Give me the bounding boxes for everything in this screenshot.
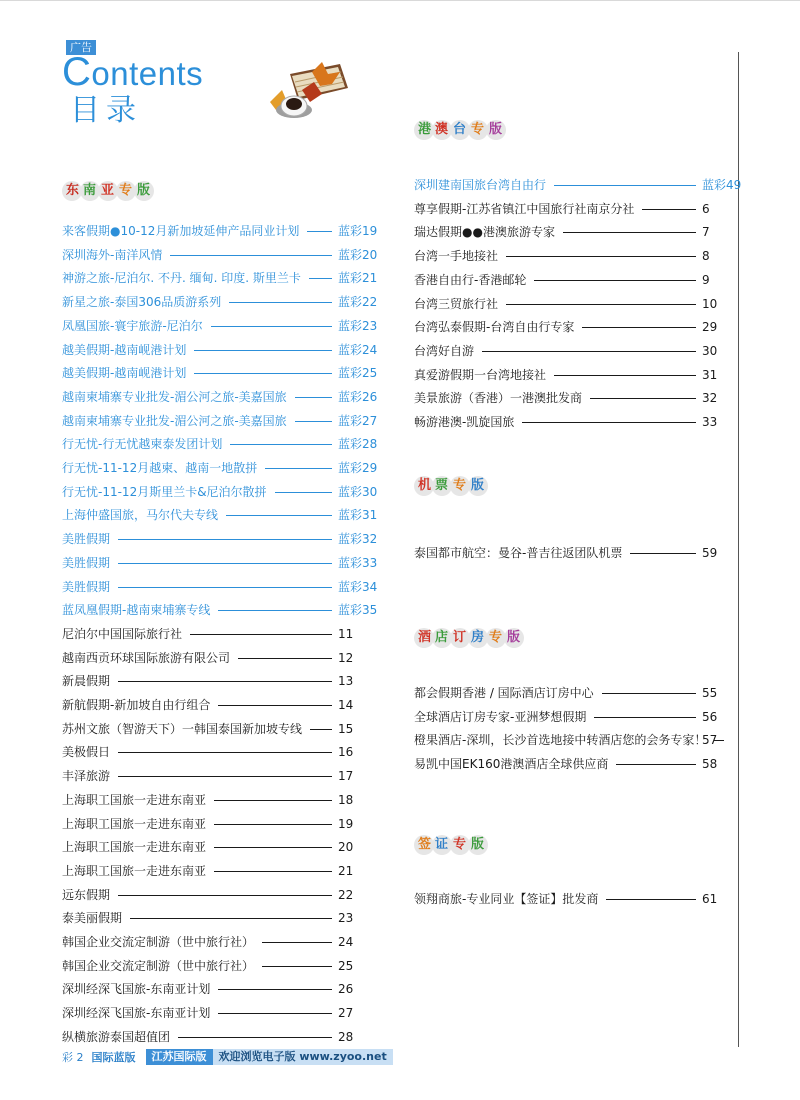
section-title-hotel-booking — [414, 624, 530, 652]
toc-entry-page: 蓝彩29 — [338, 461, 378, 475]
toc-entry-title: 台湾三贸旅行社 — [414, 296, 499, 311]
toc-entry[interactable] — [62, 980, 382, 998]
toc-leader-line — [262, 966, 332, 967]
toc-entry-title: 越南柬埔寨专业批发-湄公河之旅-美嘉国旅 — [62, 389, 287, 404]
toc-entry-page: 蓝彩23 — [338, 318, 378, 333]
toc-leader-line — [262, 942, 332, 943]
toc-entry-page: 18 — [338, 792, 354, 807]
toc-entry-title: 台湾一手地接社 — [414, 249, 499, 264]
toc-entry-title: 新星之旅-泰国306品质游系列 — [62, 295, 222, 310]
toc-entry-title: 韩国企业交流定制游（世中旅行社） — [62, 935, 255, 949]
toc-entry-page: 8 — [702, 249, 710, 264]
toc-entry-page: 蓝彩26 — [338, 389, 378, 404]
footer-edition: 江苏国际版 — [146, 1049, 213, 1065]
toc-entry-page: 6 — [702, 201, 710, 216]
toc-entry-page: 13 — [338, 674, 354, 689]
toc-entry-title: 深圳海外-南洋风情 — [62, 247, 163, 262]
toc-entry[interactable] — [62, 578, 382, 596]
toc-entry-title: 都会假期香港 / 国际酒店订房中心 — [414, 686, 594, 700]
title-char: 版 — [137, 183, 151, 198]
toc-entry[interactable] — [62, 530, 382, 548]
title-char: 专 — [119, 183, 133, 198]
footer-magazine: 国际蓝版 — [91, 1051, 136, 1064]
toc-entry[interactable] — [414, 389, 744, 407]
toc-entry[interactable] — [414, 684, 744, 702]
toc-leader-line — [602, 693, 696, 694]
toc-leader-line — [118, 681, 332, 682]
toc-entry[interactable] — [62, 601, 382, 619]
toc-leader-line — [178, 1037, 332, 1038]
toc-entry-title: 深圳经深飞国旅-东南亚计划 — [62, 982, 211, 997]
toc-entry-title: 美景旅游（香港）一港澳批发商 — [414, 391, 583, 406]
toc-entry[interactable] — [414, 755, 744, 773]
toc-entry-title: 美极假日 — [62, 745, 111, 760]
toc-entry-page: 33 — [702, 415, 718, 429]
toc-leader-line — [194, 350, 332, 351]
toc-entry-page: 31 — [702, 367, 718, 382]
toc-entry-page: 61 — [702, 892, 718, 906]
section-title-air-tickets — [414, 472, 494, 500]
toc-entry-title: 凤凰国旅-寰宇旅游-尼泊尔 — [62, 318, 203, 333]
title-char: 版 — [471, 837, 485, 852]
toc-leader-line — [118, 563, 332, 564]
title-char: 版 — [471, 478, 485, 493]
toc-leader-line — [554, 185, 696, 186]
toc-entry-title: 来客假期●10-12月新加坡延伸产品同业计划 — [62, 224, 300, 238]
toc-entry[interactable] — [62, 341, 382, 359]
toc-entry-title: 瑞达假期●●港澳旅游专家 — [414, 225, 555, 240]
toc-entry[interactable] — [414, 247, 744, 265]
toc-entry-page: 蓝彩30 — [338, 484, 378, 499]
contents-title — [62, 52, 203, 94]
toc-entry-page: 59 — [702, 546, 718, 560]
toc-entry-title: 上海职工国旅一走进东南亚 — [62, 840, 207, 855]
toc-entry[interactable] — [62, 957, 382, 975]
toc-leader-line — [230, 444, 332, 445]
toc-entry-page: 蓝彩35 — [338, 603, 378, 618]
toc-leader-line — [211, 326, 332, 327]
toc-entry[interactable] — [62, 791, 382, 809]
toc-entry[interactable] — [62, 743, 382, 761]
toc-entry-title: 尼泊尔中国国际旅行社 — [62, 626, 183, 641]
toc-leader-line — [642, 209, 696, 210]
toc-entry-title: 行无忧-11-12月斯里兰卡&尼泊尔散拼 — [62, 484, 267, 499]
toc-leader-line — [482, 351, 696, 352]
toc-entry-page: 25 — [338, 958, 354, 973]
toc-leader-line — [563, 232, 696, 233]
toc-leader-line — [606, 899, 696, 900]
toc-entry-title: 深圳建南国旅台湾自由行 — [414, 178, 547, 192]
toc-entry[interactable] — [62, 1028, 382, 1046]
toc-entry[interactable] — [414, 890, 744, 908]
toc-entry[interactable] — [62, 720, 382, 738]
toc-entry[interactable] — [62, 364, 382, 382]
toc-entry[interactable] — [62, 554, 382, 572]
toc-entry-page: 蓝彩21 — [338, 271, 378, 286]
toc-entry[interactable] — [62, 506, 382, 524]
toc-entry-page: 23 — [338, 911, 354, 926]
toc-entry[interactable] — [414, 366, 744, 384]
footer-website-link[interactable]: 欢迎浏览电子版 www.zyoo.net — [213, 1049, 393, 1065]
toc-entry[interactable] — [62, 435, 382, 453]
toc-entry-page: 12 — [338, 650, 354, 665]
toc-entry-page: 14 — [338, 698, 354, 712]
title-char: 东 — [66, 183, 80, 198]
toc-entry-title: 真爱游假期一台湾地接社 — [414, 367, 547, 382]
toc-entry[interactable] — [62, 625, 382, 643]
toc-leader-line — [194, 373, 332, 374]
toc-entry-page: 26 — [338, 982, 354, 997]
toc-entry[interactable] — [62, 649, 382, 667]
toc-entry-title: 橙果酒店-深圳，长沙首选地接中转酒店您的会务专家！ — [414, 733, 707, 748]
toc-leader-line — [295, 421, 332, 422]
toc-entry[interactable] — [62, 909, 382, 927]
toc-entry-page: 蓝彩24 — [338, 342, 378, 357]
toc-entry-title: 神游之旅-尼泊尔. 不丹. 缅甸. 印度. 斯里兰卡 — [62, 271, 301, 286]
toc-leader-line — [295, 397, 332, 398]
toc-entry-title: 上海职工国旅一走进东南亚 — [62, 792, 207, 807]
toc-entry-page: 16 — [338, 745, 354, 760]
title-char: 专 — [453, 478, 467, 493]
toc-entry[interactable] — [62, 696, 382, 714]
toc-entry-page: 56 — [702, 709, 718, 724]
toc-entry-title: 新晨假期 — [62, 674, 111, 689]
toc-entry-page: 15 — [338, 721, 354, 736]
section-title-visa — [414, 831, 494, 859]
title-char: 酒 — [418, 630, 432, 645]
toc-entry-title: 领翔商旅-专业同业【签证】批发商 — [414, 892, 599, 906]
toc-entry[interactable] — [62, 483, 382, 501]
title-char: 订 — [453, 630, 467, 645]
toc-entry-page: 28 — [338, 1029, 354, 1044]
toc-leader-line — [170, 255, 332, 256]
toc-entry-page: 蓝彩33 — [338, 555, 378, 570]
title-char: 店 — [435, 630, 449, 645]
toc-entry[interactable] — [62, 886, 382, 904]
toc-entry-title: 越南柬埔寨专业批发-湄公河之旅-美嘉国旅 — [62, 413, 287, 428]
toc-leader-line — [118, 895, 332, 896]
toc-entry-page: 蓝彩49 — [702, 178, 742, 192]
toc-leader-line — [506, 304, 696, 305]
contents-title-cn: 目录 — [70, 93, 142, 128]
toc-leader-line — [118, 776, 332, 777]
toc-entry-page: 55 — [702, 686, 718, 700]
toc-entry-page: 蓝彩22 — [338, 295, 378, 310]
toc-entry-title: 台湾好自游 — [414, 343, 475, 358]
title-char: 证 — [435, 837, 449, 852]
coffee-leaves-illustration — [262, 60, 352, 130]
toc-entry[interactable] — [62, 317, 382, 335]
title-char: 亚 — [101, 183, 115, 198]
title-char: 港 — [418, 122, 432, 137]
toc-leader-line — [310, 729, 332, 730]
toc-leader-line — [590, 398, 696, 399]
title-char: 专 — [453, 837, 467, 852]
toc-entry[interactable] — [414, 342, 744, 360]
toc-entry-title: 行无忧-11-12月越柬、越南一地散拼 — [62, 461, 258, 475]
toc-leader-line — [118, 752, 332, 753]
toc-entry-title: 香港自由行-香港邮轮 — [414, 272, 527, 287]
toc-entry[interactable] — [62, 412, 382, 430]
toc-entry-title: 泰国都市航空：曼谷-普吉往返团队机票 — [414, 546, 623, 560]
toc-entry[interactable] — [62, 767, 382, 785]
toc-entry[interactable] — [62, 269, 382, 287]
ad-tag: 广告 — [66, 40, 96, 55]
toc-leader-line — [616, 764, 696, 765]
toc-leader-line — [214, 800, 332, 801]
toc-entry[interactable] — [414, 731, 744, 749]
toc-entry[interactable] — [414, 271, 744, 289]
toc-leader-line — [522, 422, 696, 423]
toc-entry-page: 10 — [702, 296, 718, 311]
toc-entry-page: 蓝彩25 — [338, 366, 378, 381]
title-char: 专 — [471, 122, 485, 137]
toc-leader-line — [130, 918, 332, 919]
toc-entry-page: 蓝彩31 — [338, 508, 378, 523]
toc-entry-page: 57 — [702, 733, 718, 748]
contents-rest: ontents — [91, 55, 204, 92]
toc-entry-title: 行无忧-行无忧越柬泰发团计划 — [62, 437, 223, 452]
title-char: 版 — [489, 122, 503, 137]
toc-entry-page: 30 — [702, 343, 718, 358]
toc-entry-title: 新航假期-新加坡自由行组合 — [62, 698, 211, 712]
toc-entry-title: 美胜假期 — [62, 555, 111, 570]
toc-entry-page: 蓝彩20 — [338, 247, 378, 262]
toc-leader-line — [190, 634, 332, 635]
toc-entry-title: 越美假期-越南岘港计划 — [62, 342, 187, 357]
toc-entry-title: 上海职工国旅一走进东南亚 — [62, 816, 207, 831]
title-char: 签 — [418, 837, 432, 852]
toc-entry-page: 29 — [702, 320, 718, 335]
toc-entry-page: 24 — [338, 935, 354, 949]
toc-entry[interactable] — [62, 815, 382, 833]
toc-leader-line — [218, 610, 332, 611]
toc-entry-title: 深圳经深飞国旅-东南亚计划 — [62, 1006, 211, 1021]
toc-entry-page: 20 — [338, 840, 354, 855]
title-char: 专 — [489, 630, 503, 645]
toc-leader-line — [214, 847, 332, 848]
toc-entry-page: 21 — [338, 863, 354, 878]
contents-initial: C — [62, 50, 92, 94]
toc-entry-page: 19 — [338, 816, 354, 831]
toc-entry-page: 9 — [702, 272, 710, 287]
toc-leader-line — [307, 231, 332, 232]
toc-leader-line — [218, 989, 332, 990]
toc-leader-line — [238, 658, 332, 659]
toc-entry-title: 上海仲盛国旅，马尔代夫专线 — [62, 508, 219, 523]
toc-leader-line — [214, 824, 332, 825]
toc-entry-title: 丰泽旅游 — [62, 769, 111, 784]
toc-entry-title: 纵横旅游泰国超值团 — [62, 1029, 171, 1044]
toc-entry-page: 蓝彩32 — [338, 532, 378, 547]
toc-entry-page: 27 — [338, 1006, 354, 1021]
section-title-hk-macau-tw — [414, 116, 514, 144]
toc-entry[interactable] — [62, 459, 382, 477]
toc-entry[interactable] — [62, 862, 382, 880]
toc-entry-page: 蓝彩19 — [338, 224, 378, 238]
toc-entry-title: 上海职工国旅一走进东南亚 — [62, 863, 207, 878]
toc-entry-title: 美胜假期 — [62, 532, 111, 547]
toc-leader-line — [275, 492, 332, 493]
toc-leader-line — [594, 717, 696, 718]
toc-entry-title: 畅游港澳-凯旋国旅 — [414, 415, 515, 429]
toc-entry-page: 17 — [338, 769, 354, 784]
toc-entry-title: 全球酒店订房专家-亚洲梦想假期 — [414, 709, 587, 724]
toc-entry[interactable] — [414, 413, 744, 431]
toc-entry-page: 22 — [338, 887, 354, 902]
title-char: 版 — [507, 630, 521, 645]
toc-entry[interactable] — [414, 295, 744, 313]
toc-entry-title: 尊享假期-江苏省镇江中国旅行社南京分社 — [414, 201, 635, 216]
toc-entry-title: 易凯中国EK160港澳酒店全球供应商 — [414, 757, 609, 772]
toc-entry-title: 越美假期-越南岘港计划 — [62, 366, 187, 381]
title-char: 票 — [435, 478, 449, 493]
toc-leader-line — [214, 871, 332, 872]
toc-leader-line — [630, 553, 696, 554]
page-top-border — [0, 0, 800, 1]
toc-entry[interactable] — [62, 672, 382, 690]
toc-leader-line — [229, 302, 332, 303]
toc-entry-title: 苏州文旅（智游天下）一韩国泰国新加坡专线 — [62, 721, 303, 736]
toc-entry-page: 7 — [702, 225, 710, 240]
toc-entry[interactable] — [414, 544, 744, 562]
toc-entry[interactable] — [414, 176, 744, 194]
toc-leader-line — [218, 1013, 332, 1014]
toc-entry-page: 蓝彩34 — [338, 579, 378, 594]
toc-entry-page: 蓝彩27 — [338, 413, 378, 428]
toc-entry-page: 11 — [338, 626, 354, 641]
toc-entry[interactable] — [62, 293, 382, 311]
toc-entry[interactable] — [62, 246, 382, 264]
title-char: 台 — [453, 122, 467, 137]
toc-entry[interactable] — [414, 200, 744, 218]
title-char: 南 — [83, 183, 97, 198]
toc-entry-page: 蓝彩28 — [338, 437, 378, 452]
toc-entry[interactable] — [62, 222, 382, 240]
title-char: 房 — [471, 630, 485, 645]
toc-entry-title: 越南西贡环球国际旅游有限公司 — [62, 650, 231, 665]
toc-leader-line — [506, 256, 696, 257]
toc-leader-line — [582, 327, 696, 328]
toc-leader-line — [534, 280, 696, 281]
title-char: 机 — [418, 478, 432, 493]
toc-entry[interactable] — [62, 933, 382, 951]
toc-leader-line — [218, 705, 332, 706]
toc-leader-line — [265, 468, 332, 469]
toc-entry-title: 台湾弘泰假期-台湾自由行专家 — [414, 320, 575, 335]
toc-entry[interactable] — [414, 223, 744, 241]
toc-entry-title: 美胜假期 — [62, 579, 111, 594]
toc-leader-line — [226, 515, 332, 516]
toc-entry-page: 32 — [702, 391, 718, 406]
toc-entry-title: 远东假期 — [62, 887, 111, 902]
footer-page-number: 彩 2 — [62, 1051, 84, 1064]
toc-leader-line — [309, 278, 332, 279]
toc-leader-line — [554, 375, 696, 376]
toc-entry-title: 韩国企业交流定制游（世中旅行社） — [62, 958, 255, 973]
toc-leader-line — [118, 539, 332, 540]
toc-entry[interactable] — [62, 388, 382, 406]
toc-entry-page: 58 — [702, 757, 718, 772]
toc-entry[interactable] — [62, 838, 382, 856]
toc-entry[interactable] — [414, 318, 744, 336]
toc-leader-line — [118, 587, 332, 588]
section-title-southeast-asia — [62, 177, 162, 205]
toc-entry[interactable] — [414, 708, 744, 726]
toc-entry[interactable] — [62, 1004, 382, 1022]
footer — [62, 1048, 393, 1066]
toc-entry-title: 蓝凤凰假期-越南柬埔寨专线 — [62, 603, 211, 618]
toc-entry-title: 泰美丽假期 — [62, 911, 123, 926]
title-char: 澳 — [435, 122, 449, 137]
